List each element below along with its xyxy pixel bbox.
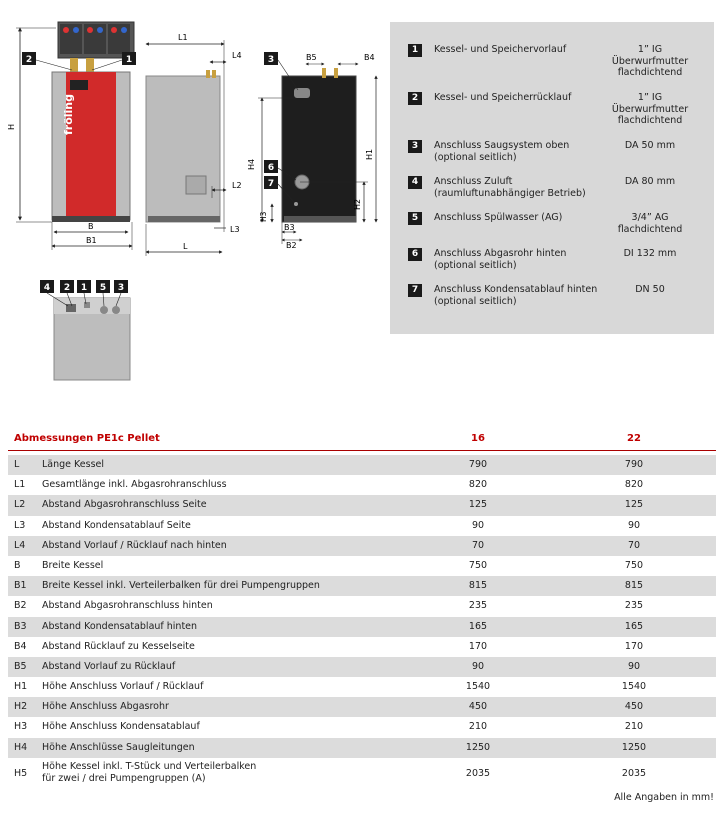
dim-label-H2: H2	[353, 198, 362, 210]
row-value-22: 165	[624, 620, 644, 632]
row-value-22: 2035	[621, 767, 647, 779]
legend-value: DA 80 mm	[624, 176, 676, 187]
row-description: Höhe Anschluss Vorlauf / Rücklauf	[42, 681, 204, 693]
units-footnote: Alle Angaben in mm!	[614, 792, 714, 803]
legend-number: 5	[408, 212, 422, 225]
callout-3-top: 3	[117, 283, 125, 293]
dim-label-B4: B4	[364, 53, 375, 62]
diagram-svg	[0, 0, 388, 400]
table-row	[8, 637, 716, 657]
table-row	[8, 738, 716, 758]
legend-description: Anschluss Spülwasser (AG)	[434, 212, 563, 223]
row-description: Abstand Vorlauf zu Rücklauf	[42, 660, 176, 672]
row-value-16: 2035	[465, 767, 491, 779]
row-value-16: 235	[468, 600, 488, 612]
callout-3-rear: 3	[267, 55, 275, 65]
dim-label-H: H	[7, 123, 16, 130]
brand-logo: fröling	[62, 93, 75, 135]
row-code: H1	[14, 681, 28, 693]
row-value-16: 90	[471, 660, 485, 672]
table-row	[8, 475, 716, 495]
row-value-22: 815	[624, 580, 644, 592]
dim-label-B: B	[88, 222, 94, 231]
legend-number: 4	[408, 176, 422, 189]
row-description: Höhe Anschluss Abgasrohr	[42, 701, 169, 713]
callout-1-front: 1	[125, 55, 133, 65]
row-value-22: 70	[627, 539, 641, 551]
dim-label-L3: L3	[230, 225, 240, 234]
row-description: Abstand Abgasrohranschluss Seite	[42, 499, 207, 511]
row-description: Breite Kessel	[42, 559, 104, 571]
legend-value: DN 50	[635, 284, 665, 295]
row-value-22: 820	[624, 479, 644, 491]
callout-6-rear: 6	[267, 163, 275, 173]
row-code: H4	[14, 741, 28, 753]
dim-label-H3: H3	[259, 211, 268, 222]
legend-description: Anschluss Abgasrohr hinten (optional seitlich)	[434, 248, 567, 271]
table-row	[8, 697, 716, 717]
boiler-dimension-diagram	[0, 0, 388, 400]
row-code: L3	[14, 519, 26, 531]
side-body	[146, 76, 220, 222]
row-value-16: 1250	[465, 741, 491, 753]
legend-value: 3/4” AG flachdichtend	[617, 212, 683, 235]
legend-number: 6	[408, 248, 422, 261]
legend-description: Kessel- und Speicherrücklauf	[434, 92, 572, 103]
row-value-22: 125	[624, 499, 644, 511]
dim-label-B1: B1	[86, 236, 97, 245]
side-view	[146, 33, 242, 256]
row-code: B4	[14, 640, 27, 652]
dim-label-B2: B2	[286, 241, 297, 250]
row-value-22: 90	[627, 660, 641, 672]
top-view	[40, 280, 130, 380]
row-value-22: 90	[627, 519, 641, 531]
table-header	[8, 430, 716, 451]
row-description: Abstand Abgasrohranschluss hinten	[42, 600, 213, 612]
column-header-16: 16	[471, 433, 485, 444]
dim-label-L2: L2	[232, 181, 242, 190]
row-value-22: 450	[624, 701, 644, 713]
row-description: Abstand Kondensatablauf hinten	[42, 620, 198, 632]
row-description: Abstand Vorlauf / Rücklauf nach hinten	[42, 539, 227, 551]
row-value-22: 1250	[621, 741, 647, 753]
row-code: L4	[14, 539, 26, 551]
callout-1-top: 1	[80, 283, 88, 293]
table-row	[8, 717, 716, 737]
callout-4-top: 4	[43, 283, 51, 293]
dim-label-L1: L1	[178, 33, 188, 42]
legend-value: DI 132 mm	[623, 248, 677, 259]
row-value-16: 90	[471, 519, 485, 531]
row-value-16: 450	[468, 701, 488, 713]
row-value-16: 170	[468, 640, 488, 652]
row-code: H5	[14, 767, 28, 779]
dim-label-H4: H4	[247, 158, 256, 170]
row-code: B	[14, 559, 21, 571]
callout-7-rear: 7	[267, 179, 275, 189]
row-value-22: 750	[624, 559, 644, 571]
row-value-16: 210	[468, 721, 488, 733]
table-row	[8, 617, 716, 637]
row-value-22: 235	[624, 600, 644, 612]
dim-label-B3: B3	[284, 223, 295, 232]
row-description: Abstand Kondensatablauf Seite	[42, 519, 191, 531]
row-code: L2	[14, 499, 26, 511]
legend-number: 7	[408, 284, 422, 297]
table-body	[8, 455, 716, 791]
table-row	[8, 536, 716, 556]
table-row	[8, 657, 716, 677]
row-value-22: 1540	[621, 681, 647, 693]
row-value-16: 165	[468, 620, 488, 632]
row-code: B1	[14, 580, 27, 592]
row-value-16: 125	[468, 499, 488, 511]
callout-2-front: 2	[25, 55, 33, 65]
row-description: Gesamtlänge inkl. Abgasrohranschluss	[42, 479, 227, 491]
callout-2-top: 2	[63, 283, 71, 293]
row-value-16: 1540	[465, 681, 491, 693]
legend-description: Anschluss Saugsystem oben (optional seitlich)	[434, 140, 570, 163]
legend-value: DA 50 mm	[624, 140, 676, 151]
row-description: Höhe Anschluss Kondensatablauf	[42, 721, 200, 733]
table-title: Abmessungen PE1c Pellet	[14, 433, 160, 444]
table-row	[8, 576, 716, 596]
table-row	[8, 455, 716, 475]
dim-label-L4: L4	[232, 51, 242, 60]
row-code: L1	[14, 479, 26, 491]
legend-description: Anschluss Zuluft (raumluftunabhängiger Betrieb)	[434, 176, 586, 199]
column-header-22: 22	[627, 433, 641, 444]
dim-label-H1: H1	[365, 148, 374, 160]
rear-view	[247, 53, 376, 250]
row-code: H2	[14, 701, 28, 713]
row-code: B3	[14, 620, 27, 632]
legend-value: 1” IG Überwurfmutter flachdichtend	[611, 44, 689, 78]
legend-number: 3	[408, 140, 422, 153]
row-code: H3	[14, 721, 28, 733]
dim-label-L: L	[183, 242, 188, 251]
row-value-16: 750	[468, 559, 488, 571]
row-value-16: 820	[468, 479, 488, 491]
row-code: B5	[14, 660, 27, 672]
row-value-16: 70	[471, 539, 485, 551]
row-description: Höhe Kessel inkl. T-Stück und Verteilerbalken für zwei / drei Pumpengruppen (A)	[42, 760, 257, 784]
table-row	[8, 495, 716, 515]
connection-legend	[390, 22, 714, 334]
table-row	[8, 677, 716, 697]
row-description: Breite Kessel inkl. Verteilerbalken für drei Pumpengruppen	[42, 580, 320, 592]
legend-number: 1	[408, 44, 422, 57]
row-value-22: 210	[624, 721, 644, 733]
callout-5-top: 5	[99, 283, 107, 293]
row-value-16: 790	[468, 459, 488, 470]
row-value-22: 170	[624, 640, 644, 652]
row-value-16: 815	[468, 580, 488, 592]
dim-label-B5: B5	[306, 53, 317, 62]
table-row	[8, 758, 716, 791]
row-description: Höhe Anschlüsse Saugleitungen	[42, 741, 195, 753]
row-code: L	[14, 459, 20, 470]
table-row	[8, 596, 716, 616]
row-description: Abstand Rücklauf zu Kesselseite	[42, 640, 195, 652]
legend-description: Anschluss Kondensatablauf hinten (optional seitlich)	[434, 284, 598, 307]
legend-number: 2	[408, 92, 422, 105]
table-row	[8, 516, 716, 536]
legend-value: 1” IG Überwurfmutter flachdichtend	[611, 92, 689, 126]
row-description: Länge Kessel	[42, 459, 105, 470]
table-row	[8, 556, 716, 576]
row-code: B2	[14, 600, 27, 612]
row-value-22: 790	[624, 459, 644, 470]
legend-description: Kessel- und Speichervorlauf	[434, 44, 567, 55]
